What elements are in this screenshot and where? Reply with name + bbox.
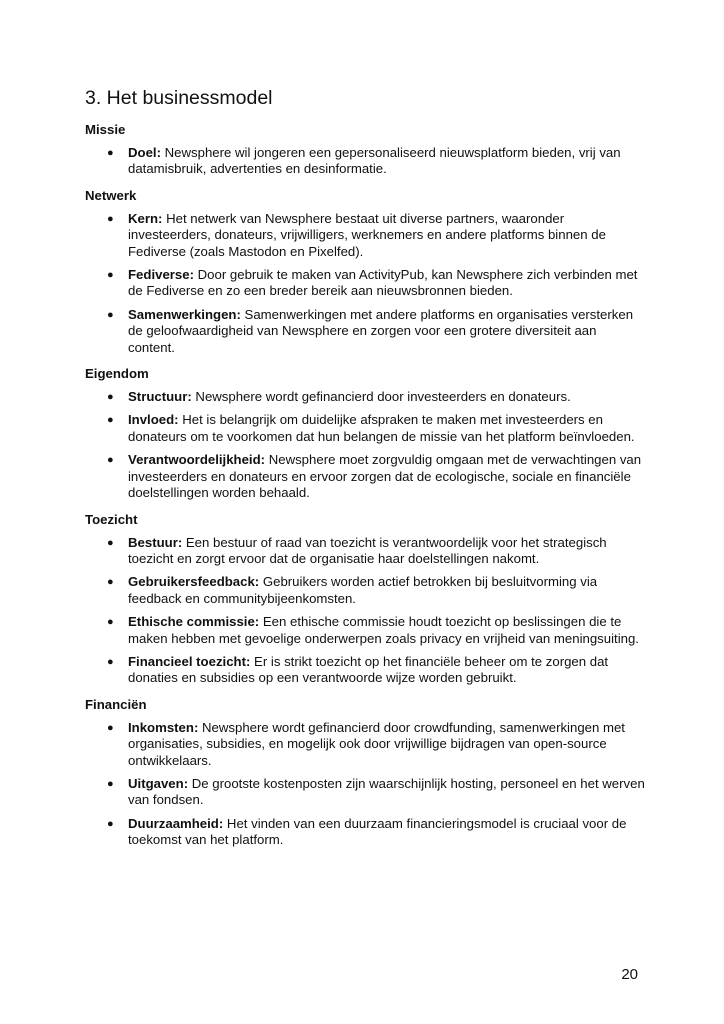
bullet-list xyxy=(85,211,645,356)
list-item xyxy=(85,211,645,260)
bullet-icon: ● xyxy=(107,454,114,467)
bullet-icon: ● xyxy=(107,308,114,321)
item-term: Verantwoordelijkheid: xyxy=(128,452,266,468)
bullet-icon: ● xyxy=(107,655,114,668)
bullet-list xyxy=(85,720,645,849)
list-item xyxy=(85,776,645,809)
document-body xyxy=(85,122,645,859)
item-term: Kern: xyxy=(128,210,163,226)
list-item xyxy=(85,614,645,647)
item-term: Inkomsten: xyxy=(128,719,199,735)
bullet-icon: ● xyxy=(107,721,114,734)
item-text: Newsphere wil jongeren een gepersonaliseerd nieuwsplatform bieden, vrij van datamisbruik, advertenties en desinformatie. xyxy=(128,145,621,177)
list-item xyxy=(85,307,645,356)
bullet-icon: ● xyxy=(107,147,114,159)
item-text: Gebruikers worden actief betrokken bij besluitvorming via feedback en communitybijeenkomsten. xyxy=(128,574,598,606)
section-title: Toezicht xyxy=(85,511,138,527)
item-text: Newsphere wordt gefinancierd door crowdfunding, samenwerkingen met organisaties, subsidies, en mogelijk ook door vrijwillige bijdragen van open-source ontwikkelaars. xyxy=(128,719,625,768)
item-term: Fediverse: xyxy=(128,267,194,283)
list-item xyxy=(85,816,645,849)
item-text: Door gebruik te maken van ActivityPub, kan Newsphere zich verbinden met de Fediverse en zo een breder bereik aan nieuwsbronnen bieden. xyxy=(128,267,638,299)
item-term: Doel: xyxy=(128,145,161,160)
item-term: Bestuur: xyxy=(128,534,183,550)
bullet-icon: ● xyxy=(107,212,114,225)
item-text: Newsphere wordt gefinancierd door investeerders en donateurs. xyxy=(191,389,571,405)
item-text: Het is belangrijk om duidelijke afspraken te maken met investeerders en donateurs om te voorkomen dat hun belangen de missie van het platform beïnvloeden. xyxy=(128,412,635,444)
item-term: Structuur: xyxy=(128,389,192,405)
list-item xyxy=(85,654,645,687)
list-item xyxy=(85,574,645,607)
bullet-icon: ● xyxy=(107,414,114,427)
item-term: Gebruikersfeedback: xyxy=(128,574,260,590)
item-text: Newsphere moet zorgvuldig omgaan met de verwachtingen van investeerders en donateurs en ervoor zorgen dat de ecologische, sociale en financiële doelstellingen worden behaald. xyxy=(128,452,642,501)
bullet-list xyxy=(85,389,645,501)
section-title: Netwerk xyxy=(85,187,137,203)
bullet-icon: ● xyxy=(107,269,114,282)
bullet-icon: ● xyxy=(107,817,114,830)
bullet-list xyxy=(85,145,645,178)
section-title: Financiën xyxy=(85,696,147,712)
item-text: Een ethische commissie houdt toezicht op beslissingen die te maken hebben met gevoelige onderwerpen zoals privacy en vrijheid van meningsuiting. xyxy=(128,614,639,646)
item-text: Samenwerkingen met andere platforms en organisaties versterken de geloofwaardigheid van Newsphere en zorgen voor een grotere diversiteit aan content. xyxy=(128,306,634,355)
item-term: Samenwerkingen: xyxy=(128,306,241,322)
bullet-list xyxy=(85,535,645,687)
bullet-icon: ● xyxy=(107,777,114,790)
bullet-icon: ● xyxy=(107,576,114,589)
list-item xyxy=(85,145,645,178)
list-item xyxy=(85,267,645,300)
item-text: Een bestuur of raad van toezicht is verantwoordelijk voor het strategisch toezicht en zorgt ervoor dat de organisatie haar doelstellingen nakomt. xyxy=(128,534,607,566)
list-item xyxy=(85,452,645,501)
item-term: Uitgaven: xyxy=(128,775,189,791)
bullet-icon: ● xyxy=(107,616,114,629)
list-item xyxy=(85,412,645,445)
section-title: Eigendom xyxy=(85,366,149,382)
list-item xyxy=(85,389,645,405)
item-term: Duurzaamheid: xyxy=(128,815,224,831)
list-item xyxy=(85,720,645,769)
item-text: Het netwerk van Newsphere bestaat uit diverse partners, waaronder investeerders, donateurs, vrijwilligers, werknemers en andere platforms binnen de Fediverse (zoals Mastodon en Pixelfed). xyxy=(128,210,606,259)
item-text: De grootste kostenposten zijn waarschijnlijk hosting, personeel en het werven van fondsen. xyxy=(128,775,645,808)
item-term: Financieel toezicht: xyxy=(128,653,251,669)
section-title: Missie xyxy=(85,122,126,137)
bullet-icon: ● xyxy=(107,536,114,549)
item-text: Er is strikt toezicht op het financiële beheer om te zorgen dat donaties en subsidies op een verantwoorde wijze worden gebruikt. xyxy=(128,653,609,686)
list-item xyxy=(85,535,645,568)
item-term: Ethische commissie: xyxy=(128,614,260,630)
page-number: 20 xyxy=(621,966,638,983)
item-text: Het vinden van een duurzaam financieringsmodel is cruciaal voor de toekomst van het platform. xyxy=(128,815,627,848)
page-heading: 3. Het businessmodel xyxy=(85,87,273,109)
item-term: Invloed: xyxy=(128,412,179,428)
bullet-icon: ● xyxy=(107,391,114,404)
